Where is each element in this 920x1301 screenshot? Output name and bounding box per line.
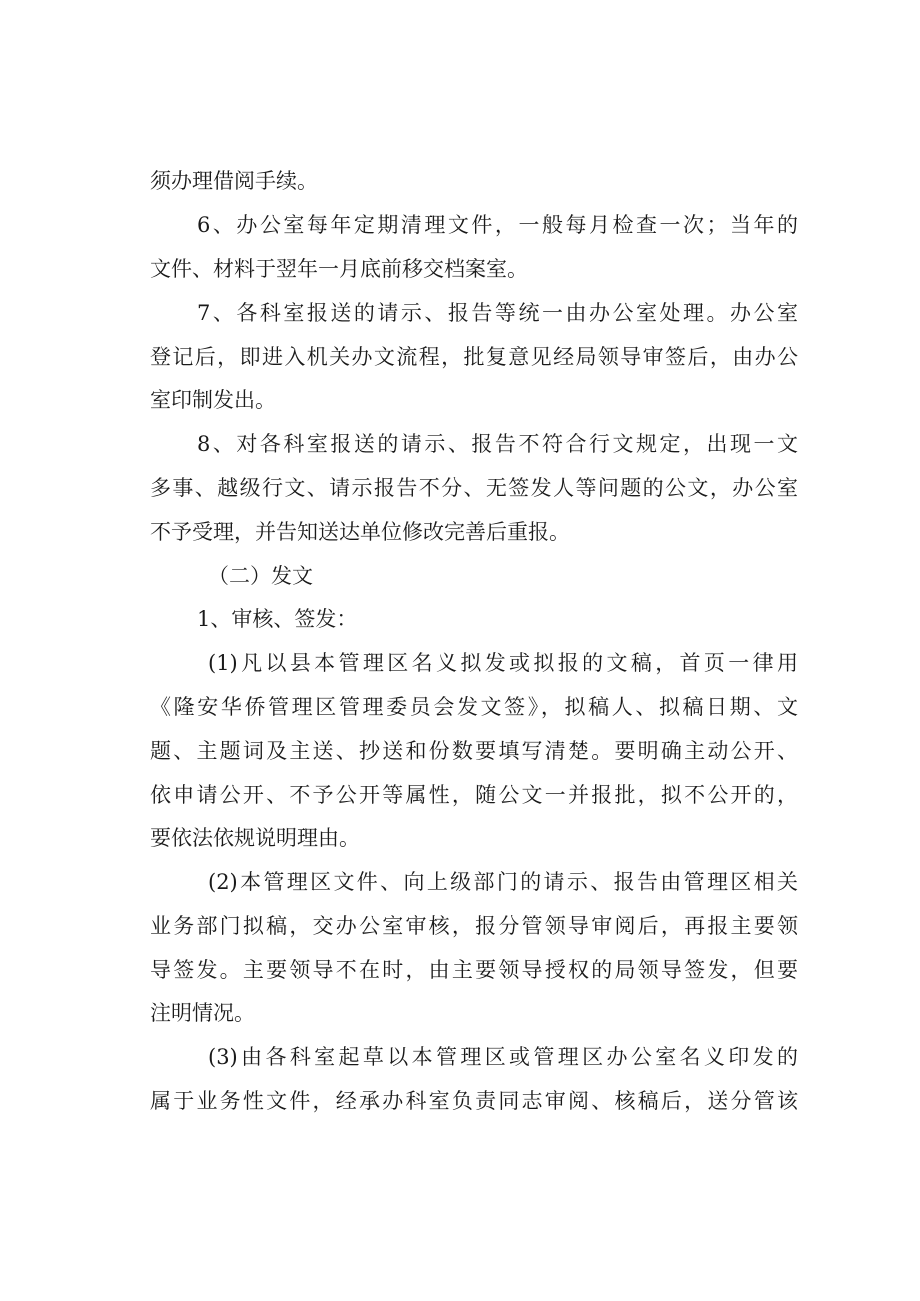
text-line: 不予受理，并告知送达单位修改完善后重报。 xyxy=(150,520,570,544)
text-line: 题、主题词及主送、抄送和份数要填写清楚。要明确主动公开、 xyxy=(150,739,798,763)
text-line: (1)凡以县本管理区名义拟发或拟报的文稿，首页一律用 xyxy=(208,651,798,675)
text-line: (3)由各科室起草以本管理区或管理区办公室名义印发的 xyxy=(208,1045,798,1069)
text-line: 7、各科室报送的请示、报告等统一由办公室处理。办公室 xyxy=(197,301,798,325)
text-line: 6、办公室每年定期清理文件，一般每月检查一次；当年的 xyxy=(197,213,798,237)
text-line: (2)本管理区文件、向上级部门的请示、报告由管理区相关 xyxy=(208,870,798,894)
text-line: 导签发。主要领导不在时，由主要领导授权的局领导签发，但要 xyxy=(150,958,798,982)
text-line: 《隆安华侨管理区管理委员会发文签》，拟稿人、拟稿日期、文 xyxy=(150,695,798,719)
text-line: 要依法依规说明理由。 xyxy=(150,826,360,850)
text-line: 8、对各科室报送的请示、报告不符合行文规定，出现一文 xyxy=(197,432,798,456)
text-line: 文件、材料于翌年一月底前移交档案室。 xyxy=(150,257,528,281)
text-line: 注明情况。 xyxy=(150,1001,255,1025)
text-line: 属于业务性文件，经承办科室负责同志审阅、核稿后，送分管该 xyxy=(150,1089,798,1113)
text-line: 多事、越级行文、请示报告不分、无签发人等问题的公文，办公室 xyxy=(150,476,798,500)
text-line: 室印制发出。 xyxy=(150,388,276,412)
subsection-heading: 1、审核、签发： xyxy=(197,607,358,631)
text-line: 依申请公开、不予公开等属性，随公文一并报批，拟不公开的， xyxy=(150,783,798,807)
text-line: 业务部门拟稿，交办公室审核，报分管领导审阅后，再报主要领 xyxy=(150,914,798,938)
text-line: 须办理借阅手续。 xyxy=(150,169,318,193)
section-heading: （二）发文 xyxy=(208,564,313,588)
text-line: 登记后，即进入机关办文流程，批复意见经局领导审签后，由办公 xyxy=(150,345,798,369)
